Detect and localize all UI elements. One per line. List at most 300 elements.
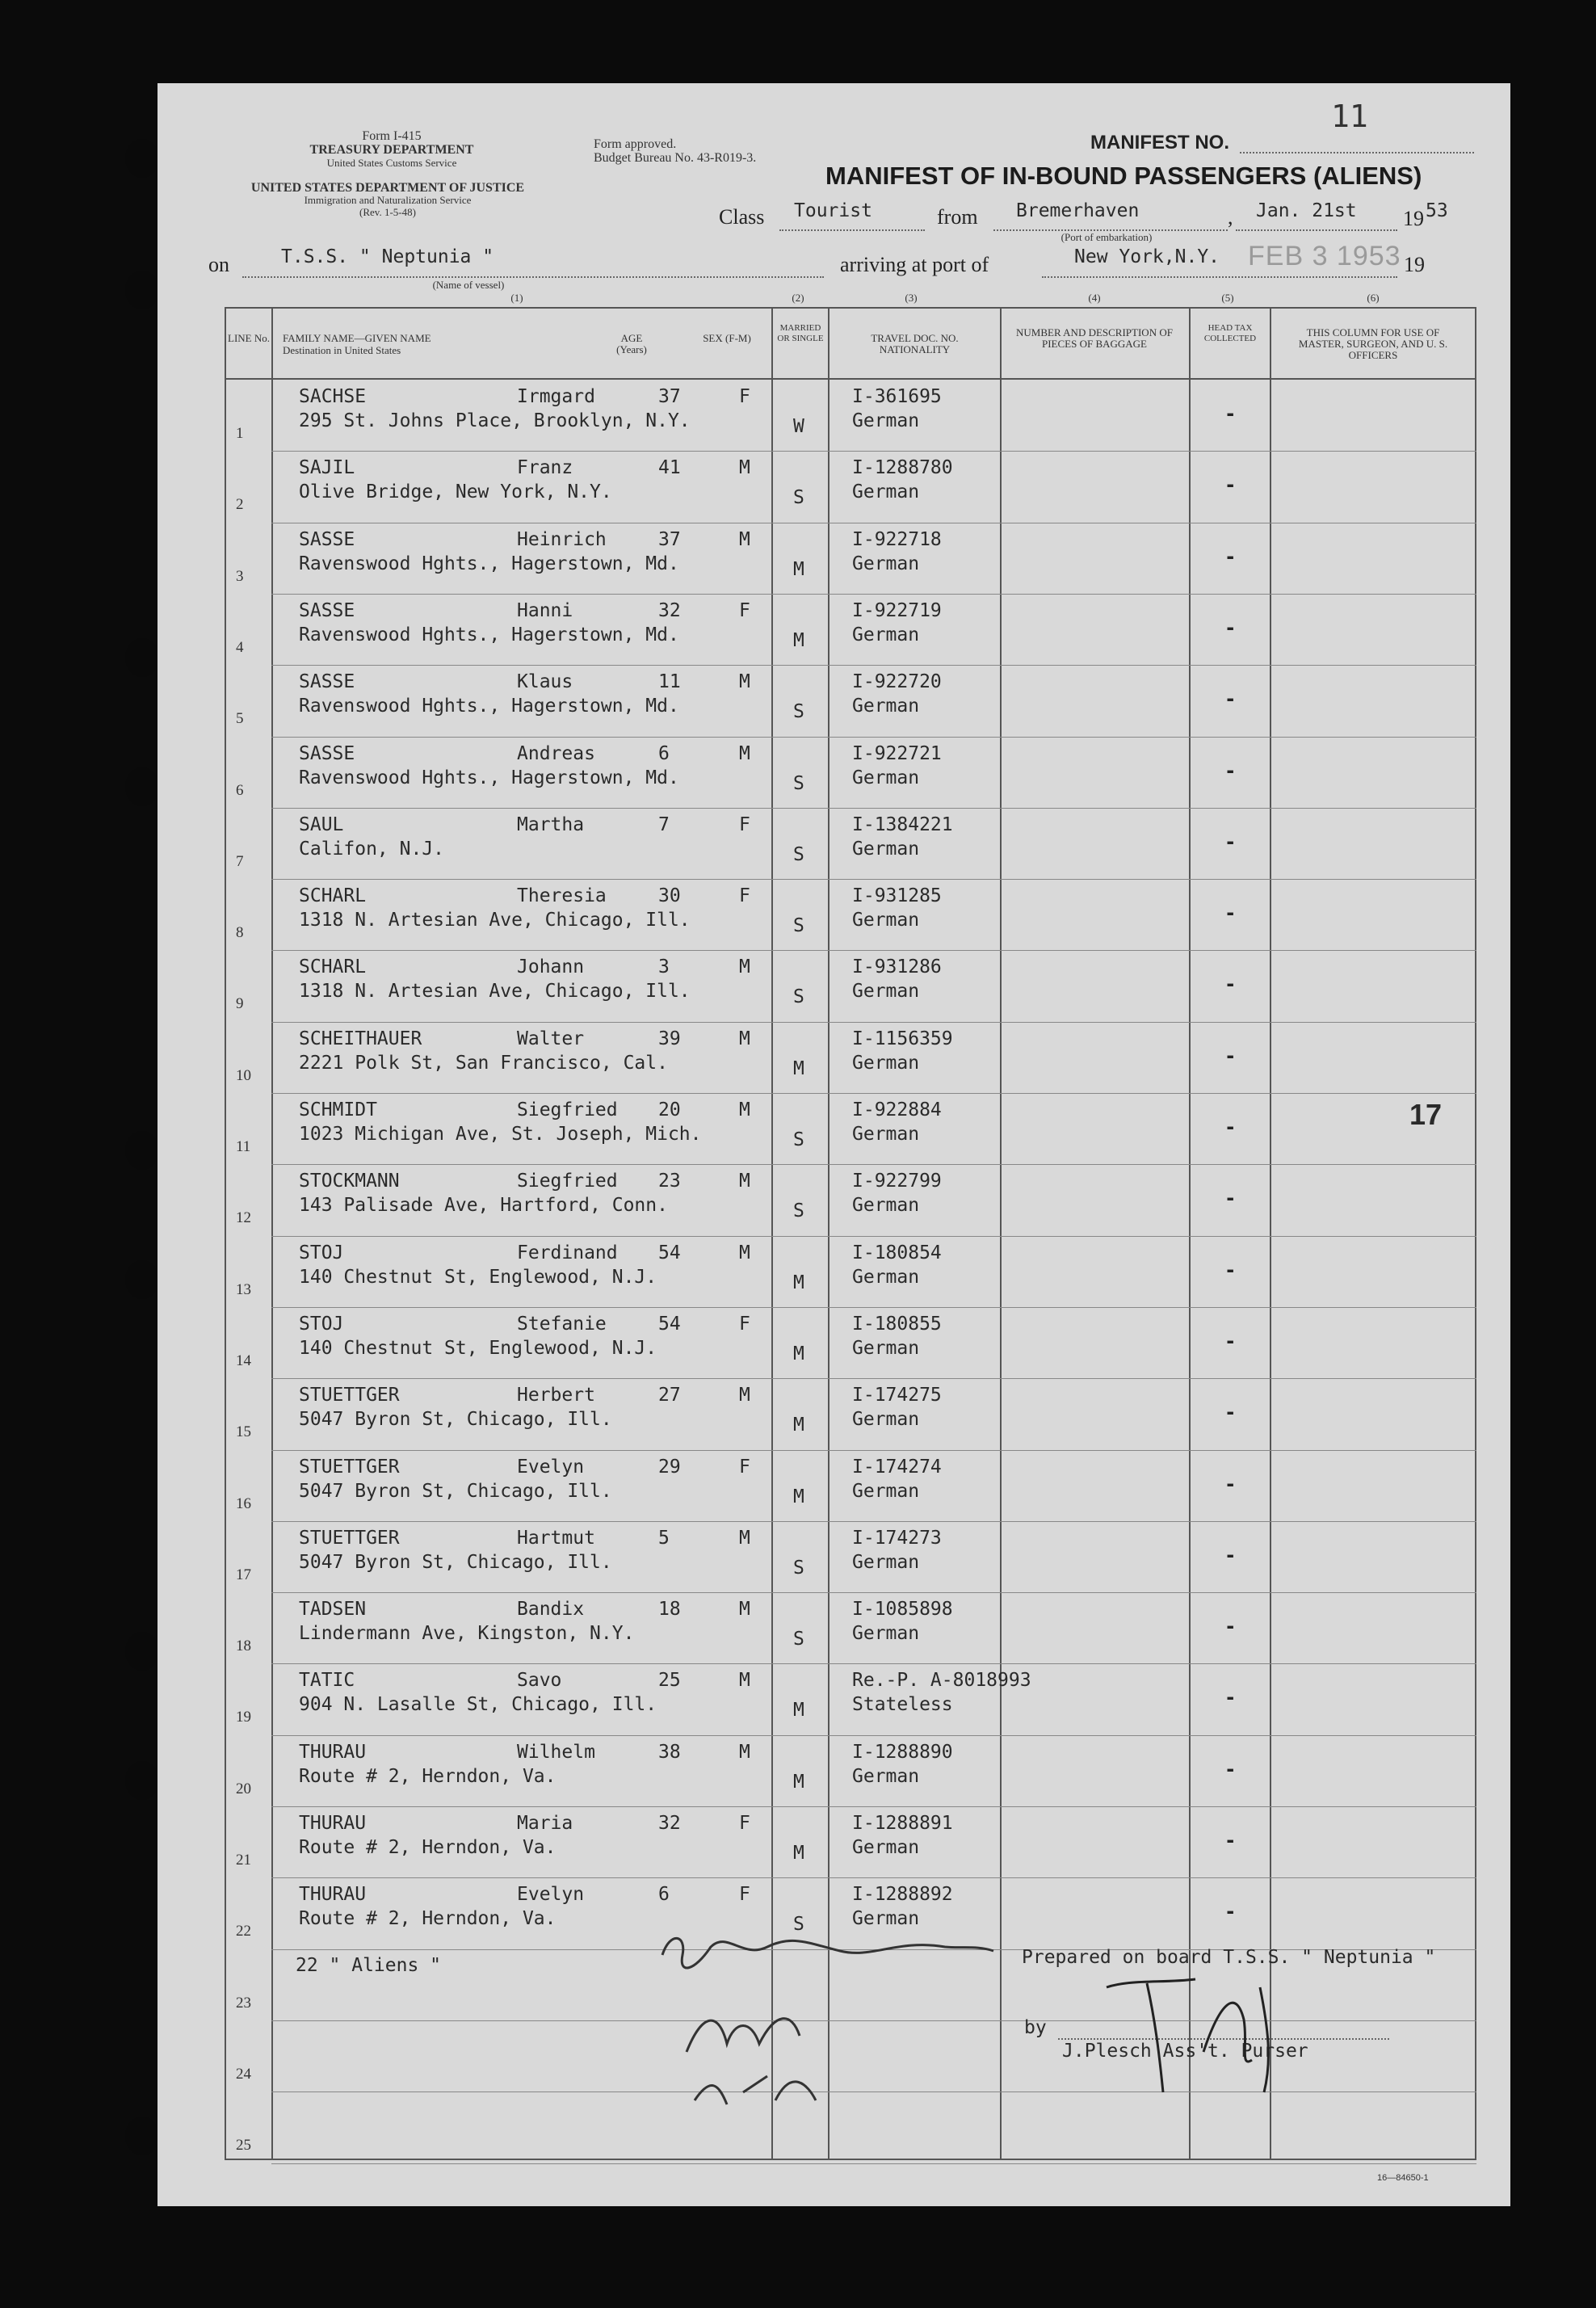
table-frame xyxy=(225,307,1476,2160)
col-head-married: MARRIED OR SINGLE xyxy=(777,323,824,343)
table-row-head-tax: - xyxy=(1224,1829,1237,1852)
table-row-age: 5 xyxy=(658,1527,670,1549)
row-divider xyxy=(271,1521,1476,1522)
table-row-nationality: German xyxy=(852,1409,920,1431)
date-rule xyxy=(1236,229,1397,231)
table-row-marital-status: S xyxy=(793,1629,804,1650)
col-head-age: AGE (Years) xyxy=(616,332,647,355)
table-row-given-name: Andreas xyxy=(517,742,595,764)
table-row-surname: STUETTGER xyxy=(299,1527,400,1549)
table-row-nationality: German xyxy=(852,696,920,717)
table-row-given-name: Johann xyxy=(517,956,585,978)
table-row-address: 1318 N. Artesian Ave, Chicago, Ill. xyxy=(299,981,691,1003)
col-num-5: (5) xyxy=(1221,292,1234,304)
table-row-surname: THURAU xyxy=(299,1813,367,1834)
table-row-age: 7 xyxy=(658,813,670,835)
table-row-marital-status: S xyxy=(793,986,804,1008)
table-row-age: 39 xyxy=(658,1028,681,1049)
table-row-given-name: Klaus xyxy=(517,671,573,693)
prepared-on-board: Prepared on board T.S.S. " Neptunia " xyxy=(1022,1947,1436,1968)
table-row-marital-status: S xyxy=(793,1200,804,1222)
col-rule xyxy=(1000,307,1002,2160)
binder-hole xyxy=(125,2117,159,2155)
table-row-given-name: Wilhelm xyxy=(517,1741,595,1763)
table-row-nationality: German xyxy=(852,1052,920,1074)
table-row-age: 54 xyxy=(658,1242,681,1263)
binder-hole xyxy=(125,1632,159,1671)
year-prefix: 19 xyxy=(1403,207,1424,230)
row-divider xyxy=(271,1378,1476,1379)
table-row-sex: M xyxy=(739,528,750,550)
table-row-nationality: German xyxy=(852,838,920,860)
table-row-sex: M xyxy=(739,1242,750,1263)
table-row-nationality: German xyxy=(852,624,920,645)
table-row-address: 904 N. Lasalle St, Chicago, Ill. xyxy=(299,1694,657,1716)
table-row-sex: F xyxy=(739,386,750,407)
table-row-address: Ravenswood Hghts., Hagerstown, Md. xyxy=(299,624,679,645)
table-row-travel-doc: I-1085898 xyxy=(852,1599,953,1621)
form-code: 16—84650-1 xyxy=(1377,2173,1429,2183)
line-number: 14 xyxy=(236,1352,251,1369)
col-head-officers: THIS COLUMN FOR USE OF MASTER, SURGEON, AND U. S. OFFICERS xyxy=(1298,326,1448,361)
purser-signature xyxy=(1098,1971,1341,2100)
line-number: 15 xyxy=(236,1423,251,1441)
row-divider xyxy=(271,1806,1476,1807)
line-number: 24 xyxy=(236,2065,251,2083)
line-number: 2 xyxy=(236,496,244,514)
table-row-sex: F xyxy=(739,599,750,621)
table-row-head-tax: - xyxy=(1224,1329,1237,1352)
binder-hole xyxy=(125,638,159,677)
table-row-surname: TADSEN xyxy=(299,1599,367,1621)
table-row-travel-doc: Re.-P. A-8018993 xyxy=(852,1670,1031,1692)
table-row-age: 37 xyxy=(658,528,681,550)
table-row-travel-doc: I-180854 xyxy=(852,1242,942,1263)
row-divider xyxy=(271,1663,1476,1664)
line-number: 4 xyxy=(236,638,244,656)
table-row-age: 30 xyxy=(658,885,681,907)
table-row-marital-status: S xyxy=(793,1129,804,1150)
table-row-sex: M xyxy=(739,671,750,693)
table-row-address: Lindermann Ave, Kingston, N.Y. xyxy=(299,1623,635,1645)
table-row-given-name: Walter xyxy=(517,1028,585,1049)
table-row-head-tax: - xyxy=(1224,402,1237,425)
form-number: Form I-415 xyxy=(362,129,422,143)
manifest-no-label: MANIFEST NO. xyxy=(1090,132,1229,153)
table-row-nationality: German xyxy=(852,910,920,931)
table-row-surname: THURAU xyxy=(299,1884,367,1906)
line-number: 16 xyxy=(236,1495,251,1512)
row-divider xyxy=(271,879,1476,880)
line-number: 9 xyxy=(236,995,244,1013)
table-row-address: Califon, N.J. xyxy=(299,838,445,860)
line-number: 1 xyxy=(236,425,244,442)
table-row-address: 1023 Michigan Ave, St. Joseph, Mich. xyxy=(299,1124,702,1145)
ins-label: Immigration and Naturalization Service xyxy=(304,194,472,206)
table-row-travel-doc: I-931285 xyxy=(852,885,942,907)
table-row-surname: STUETTGER xyxy=(299,1456,400,1478)
table-row-travel-doc: I-1288891 xyxy=(852,1813,953,1834)
vessel-value: T.S.S. " Neptunia " xyxy=(281,246,494,267)
table-row-given-name: Hartmut xyxy=(517,1527,595,1549)
row-divider xyxy=(271,950,1476,951)
table-row-surname: SACHSE xyxy=(299,386,367,407)
table-row-travel-doc: I-931286 xyxy=(852,956,942,978)
table-row-age: 6 xyxy=(658,1884,670,1906)
col-head-destination: Destination in United States xyxy=(283,344,401,356)
table-row-sex: F xyxy=(739,885,750,907)
line-number: 8 xyxy=(236,924,244,942)
table-row-travel-doc: I-1288890 xyxy=(852,1741,953,1763)
table-row-surname: SCHEITHAUER xyxy=(299,1028,422,1049)
port-caption: (Port of embarkation) xyxy=(1060,231,1153,243)
table-row-surname: SCHARL xyxy=(299,956,367,978)
table-row-travel-doc: I-1288780 xyxy=(852,457,953,479)
table-row-given-name: Maria xyxy=(517,1813,573,1834)
table-row-marital-status: M xyxy=(793,1843,804,1864)
table-row-address: 295 St. Johns Place, Brooklyn, N.Y. xyxy=(299,410,691,431)
table-row-travel-doc: I-1156359 xyxy=(852,1028,953,1049)
col-head-sex: SEX (F-M) xyxy=(703,332,751,344)
col-num-2: (2) xyxy=(792,292,804,304)
binder-hole xyxy=(125,1761,159,1800)
table-row-sex: M xyxy=(739,1599,750,1621)
row-divider xyxy=(271,1877,1476,1878)
table-row-sex: M xyxy=(739,742,750,764)
table-row-marital-status: W xyxy=(793,416,804,437)
table-row-head-tax: - xyxy=(1224,1543,1237,1566)
table-row-surname: THURAU xyxy=(299,1741,367,1763)
table-row-address: 5047 Byron St, Chicago, Ill. xyxy=(299,1480,612,1502)
table-row-nationality: German xyxy=(852,481,920,503)
table-row-given-name: Evelyn xyxy=(517,1456,585,1478)
table-row-head-tax: - xyxy=(1224,1258,1237,1281)
line-number: 6 xyxy=(236,781,244,799)
table-row-nationality: German xyxy=(852,1124,920,1145)
table-row-head-tax: - xyxy=(1224,902,1237,925)
table-row-age: 3 xyxy=(658,956,670,978)
row-divider xyxy=(271,1022,1476,1023)
table-row-given-name: Ferdinand xyxy=(517,1242,618,1263)
table-row-head-tax: - xyxy=(1224,1615,1237,1638)
table-row-surname: SAUL xyxy=(299,813,344,835)
table-row-travel-doc: I-174274 xyxy=(852,1456,942,1478)
line-number: 3 xyxy=(236,567,244,585)
table-row-marital-status: S xyxy=(793,701,804,723)
table-row-surname: STOJ xyxy=(299,1242,344,1263)
table-row-travel-doc: I-361695 xyxy=(852,386,942,407)
line-number: 21 xyxy=(236,1852,251,1869)
row-divider xyxy=(271,1450,1476,1451)
binder-hole xyxy=(125,1131,159,1170)
table-row-sex: F xyxy=(739,1456,750,1478)
table-row-age: 32 xyxy=(658,1813,681,1834)
justice-label: UNITED STATES DEPARTMENT OF JUSTICE xyxy=(250,181,525,195)
table-row-sex: M xyxy=(739,1171,750,1192)
table-row-surname: TATIC xyxy=(299,1670,355,1692)
col-rule xyxy=(1189,307,1191,2160)
table-row-head-tax: - xyxy=(1224,544,1237,568)
col-rule xyxy=(828,307,830,2160)
row-divider xyxy=(271,1735,1476,1736)
binder-hole xyxy=(125,1260,159,1299)
table-row-head-tax: - xyxy=(1224,1757,1237,1780)
table-row-nationality: Stateless xyxy=(852,1694,953,1716)
binder-hole xyxy=(125,767,159,806)
vessel-caption: (Name of vessel) xyxy=(432,279,505,291)
table-row-address: Route # 2, Herndon, Va. xyxy=(299,1908,556,1930)
row-divider xyxy=(271,665,1476,666)
col-head-name: FAMILY NAME—GIVEN NAME xyxy=(283,332,431,344)
arriving-label: arriving at port of xyxy=(840,253,989,276)
table-row-sex: M xyxy=(739,1741,750,1763)
table-row-given-name: Irmgard xyxy=(517,386,595,407)
col-rule xyxy=(771,307,773,2160)
table-row-head-tax: - xyxy=(1224,973,1237,996)
table-row-head-tax: - xyxy=(1224,759,1237,782)
header-rule xyxy=(225,378,1476,380)
table-row-head-tax: - xyxy=(1224,1401,1237,1424)
line-number: 10 xyxy=(236,1066,251,1084)
table-row-marital-status: S xyxy=(793,843,804,865)
arrival-rule xyxy=(1042,276,1397,278)
line-number: 12 xyxy=(236,1209,251,1227)
table-row-surname: SCHARL xyxy=(299,885,367,907)
class-rule xyxy=(779,229,925,231)
line-number: 5 xyxy=(236,710,244,728)
table-row-given-name: Savo xyxy=(517,1670,562,1692)
row-divider xyxy=(271,808,1476,809)
table-row-head-tax: - xyxy=(1224,473,1237,497)
arrival-year-label: 19 xyxy=(1404,253,1425,276)
table-row-head-tax: - xyxy=(1224,830,1237,853)
binder-hole xyxy=(125,271,159,309)
on-label: on xyxy=(208,253,229,276)
table-row-nationality: German xyxy=(852,767,920,788)
customs-label: United States Customs Service xyxy=(326,157,457,169)
form-approved: Form approved. xyxy=(594,137,677,151)
year-value: 53 xyxy=(1426,200,1448,221)
arrival-date-stamp: FEB 3 1953 xyxy=(1248,241,1401,271)
table-row-nationality: German xyxy=(852,1337,920,1359)
table-row-given-name: Hanni xyxy=(517,599,573,621)
manifest-title: MANIFEST OF IN-BOUND PASSENGERS (ALIENS) xyxy=(825,162,1422,190)
table-row-address: 140 Chestnut St, Englewood, N.J. xyxy=(299,1266,657,1288)
table-row-sex: M xyxy=(739,1385,750,1406)
col-num-1: (1) xyxy=(510,292,523,304)
table-row-head-tax: - xyxy=(1224,1116,1237,1138)
line-number: 18 xyxy=(236,1637,251,1655)
row-divider xyxy=(271,1307,1476,1308)
table-row-address: 143 Palisade Ave, Hartford, Conn. xyxy=(299,1195,668,1217)
table-row-nationality: German xyxy=(852,981,920,1003)
table-row-nationality: German xyxy=(852,1623,920,1645)
table-row-given-name: Stefanie xyxy=(517,1313,607,1335)
table-row-surname: SAJIL xyxy=(299,457,355,479)
table-row-marital-status: M xyxy=(793,1771,804,1793)
budget-bureau: Budget Bureau No. 43-R019-3. xyxy=(594,151,757,165)
table-row-nationality: German xyxy=(852,1195,920,1217)
row-divider xyxy=(271,2163,1476,2164)
row-divider xyxy=(271,594,1476,595)
table-row-given-name: Bandix xyxy=(517,1599,585,1621)
treasury-label: TREASURY DEPARTMENT xyxy=(309,143,474,157)
col-rule xyxy=(1270,307,1271,2160)
revision-label: (Rev. 1-5-48) xyxy=(359,206,416,218)
table-row-given-name: Franz xyxy=(517,457,573,479)
table-row-age: 32 xyxy=(658,599,681,621)
date-value: Jan. 21st xyxy=(1256,200,1357,221)
col-num-3: (3) xyxy=(905,292,918,304)
table-row-head-tax: - xyxy=(1224,616,1237,639)
table-row-address: Route # 2, Herndon, Va. xyxy=(299,1837,556,1858)
table-row-marital-status: M xyxy=(793,558,804,580)
table-row-marital-status: M xyxy=(793,1486,804,1507)
table-row-sex: M xyxy=(739,457,750,479)
table-row-travel-doc: I-174273 xyxy=(852,1527,942,1549)
table-row-given-name: Siegfried xyxy=(517,1099,618,1120)
table-row-age: 18 xyxy=(658,1599,681,1621)
table-row-address: 5047 Byron St, Chicago, Ill. xyxy=(299,1551,612,1573)
table-row-head-tax: - xyxy=(1224,1900,1237,1923)
table-row-travel-doc: I-174275 xyxy=(852,1385,942,1406)
table-row-marital-status: M xyxy=(793,1700,804,1722)
table-row-age: 29 xyxy=(658,1456,681,1478)
table-row-head-tax: - xyxy=(1224,687,1237,711)
table-row-nationality: German xyxy=(852,1765,920,1787)
table-row-age: 6 xyxy=(658,742,670,764)
manifest-no-rule xyxy=(1240,152,1474,153)
table-row-nationality: German xyxy=(852,1908,920,1930)
line-number: 19 xyxy=(236,1709,251,1726)
table-row-surname: SASSE xyxy=(299,599,355,621)
col-rule xyxy=(271,307,273,2160)
table-row-marital-status: M xyxy=(793,1272,804,1293)
table-row-marital-status: S xyxy=(793,487,804,509)
table-row-head-tax: - xyxy=(1224,1686,1237,1709)
table-row-surname: STUETTGER xyxy=(299,1385,400,1406)
table-row-travel-doc: I-922884 xyxy=(852,1099,942,1120)
table-row-travel-doc: I-1384221 xyxy=(852,813,953,835)
table-row-marital-status: S xyxy=(793,1557,804,1579)
arrival-port: New York,N.Y. xyxy=(1074,246,1220,267)
table-row-nationality: German xyxy=(852,1266,920,1288)
row-divider xyxy=(271,1093,1476,1094)
manifest-no-value: 11 xyxy=(1331,99,1368,134)
table-row-surname: SASSE xyxy=(299,742,355,764)
table-row-age: 41 xyxy=(658,457,681,479)
table-row-age: 20 xyxy=(658,1099,681,1120)
row-divider xyxy=(271,737,1476,738)
table-row-marital-status: S xyxy=(793,772,804,794)
table-row-address: 2221 Polk St, San Francisco, Cal. xyxy=(299,1052,668,1074)
line-number: 11 xyxy=(236,1138,251,1155)
table-row-address: 1318 N. Artesian Ave, Chicago, Ill. xyxy=(299,910,691,931)
line-number: 7 xyxy=(236,852,244,870)
table-row-travel-doc: I-922721 xyxy=(852,742,942,764)
table-row-address: 5047 Byron St, Chicago, Ill. xyxy=(299,1409,612,1431)
class-value: Tourist xyxy=(794,200,872,221)
from-label: from xyxy=(937,205,978,229)
col-num-4: (4) xyxy=(1088,292,1101,304)
table-row-age: 11 xyxy=(658,671,681,693)
table-row-given-name: Siegfried xyxy=(517,1171,618,1192)
table-row-sex: M xyxy=(739,1527,750,1549)
table-row-surname: STOJ xyxy=(299,1313,344,1335)
col-head-head-tax: HEAD TAX COLLECTED xyxy=(1203,323,1257,343)
table-row-age: 54 xyxy=(658,1313,681,1335)
table-row-marital-status: M xyxy=(793,1057,804,1079)
purser-name: J.Plesch Ass't. Purser xyxy=(1062,2041,1308,2062)
table-row-nationality: German xyxy=(852,553,920,574)
line-number: 23 xyxy=(236,1994,251,2012)
row-divider xyxy=(271,1592,1476,1593)
total-aliens: 22 " Aliens " xyxy=(296,1955,442,1976)
class-label: Class xyxy=(719,205,765,229)
table-row-age: 37 xyxy=(658,386,681,407)
table-row-travel-doc: I-922799 xyxy=(852,1171,942,1192)
vessel-rule xyxy=(242,276,824,278)
table-row-address: Ravenswood Hghts., Hagerstown, Md. xyxy=(299,767,679,788)
line-number: 13 xyxy=(236,1280,251,1298)
table-row-address: Route # 2, Herndon, Va. xyxy=(299,1765,556,1787)
table-row-travel-doc: I-922720 xyxy=(852,671,942,693)
table-row-travel-doc: I-922718 xyxy=(852,528,942,550)
by-label: by xyxy=(1024,2017,1047,2038)
col-head-line: LINE No. xyxy=(228,332,270,344)
table-row-sex: F xyxy=(739,1313,750,1335)
table-row-travel-doc: I-922719 xyxy=(852,599,942,621)
table-row-age: 27 xyxy=(658,1385,681,1406)
table-row-sex: M xyxy=(739,956,750,978)
table-row-address: Olive Bridge, New York, N.Y. xyxy=(299,481,612,503)
table-row-marital-status: M xyxy=(793,1343,804,1364)
table-row-given-name: Heinrich xyxy=(517,528,607,550)
table-row-address: Ravenswood Hghts., Hagerstown, Md. xyxy=(299,696,679,717)
line-number: 20 xyxy=(236,1780,251,1797)
table-row-given-name: Evelyn xyxy=(517,1884,585,1906)
table-row-sex: F xyxy=(739,1884,750,1906)
table-row-sex: M xyxy=(739,1099,750,1120)
table-row-given-name: Herbert xyxy=(517,1385,595,1406)
line-number: 22 xyxy=(236,1923,251,1940)
row-divider xyxy=(271,1236,1476,1237)
line-number: 17 xyxy=(236,1566,251,1583)
table-row-marital-status: S xyxy=(793,1914,804,1936)
table-row-nationality: German xyxy=(852,410,920,431)
table-row-age: 23 xyxy=(658,1171,681,1192)
table-row-nationality: German xyxy=(852,1480,920,1502)
table-row-officer-note: 17 xyxy=(1409,1098,1443,1131)
table-row-given-name: Theresia xyxy=(517,885,607,907)
table-row-marital-status: M xyxy=(793,1415,804,1436)
table-row-travel-doc: I-1288892 xyxy=(852,1884,953,1906)
table-row-head-tax: - xyxy=(1224,1187,1237,1210)
table-row-nationality: German xyxy=(852,1551,920,1573)
row-divider xyxy=(271,451,1476,452)
row-divider xyxy=(271,1164,1476,1165)
table-row-head-tax: - xyxy=(1224,1044,1237,1067)
table-row-address: 140 Chestnut St, Englewood, N.J. xyxy=(299,1337,657,1359)
from-value: Bremerhaven xyxy=(1016,200,1140,221)
binder-hole xyxy=(125,139,159,178)
officer-signature xyxy=(638,1923,1058,2117)
table-row-age: 38 xyxy=(658,1741,681,1763)
table-row-address: Ravenswood Hghts., Hagerstown, Md. xyxy=(299,553,679,574)
table-row-nationality: German xyxy=(852,1837,920,1858)
col-head-baggage: NUMBER AND DESCRIPTION OF PIECES OF BAGGAGE xyxy=(1016,326,1173,350)
table-row-age: 25 xyxy=(658,1670,681,1692)
